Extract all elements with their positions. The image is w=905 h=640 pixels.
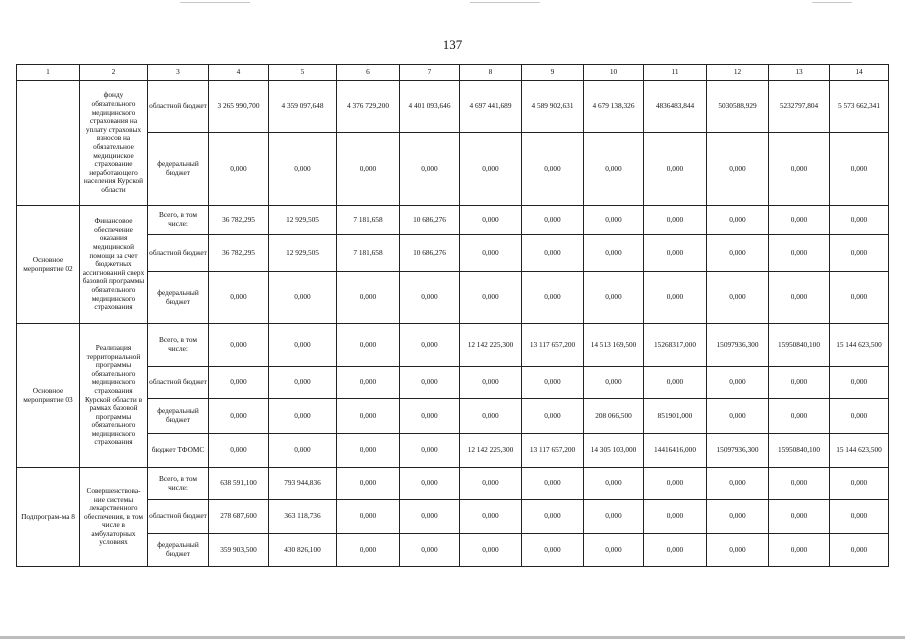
funding-source: Всего, в том числе: <box>148 324 209 367</box>
amount-cell: 0,000 <box>707 367 769 399</box>
amount-cell: 0,000 <box>769 534 830 567</box>
amount-cell: 0,000 <box>522 399 584 434</box>
amount-cell: 3 265 990,700 <box>209 81 269 133</box>
amount-cell: 0,000 <box>830 206 889 235</box>
amount-cell: 0,000 <box>769 272 830 324</box>
amount-cell: 0,000 <box>460 133 522 206</box>
amount-cell: 0,000 <box>460 206 522 235</box>
amount-cell: 0,000 <box>769 235 830 272</box>
amount-cell: 0,000 <box>830 133 889 206</box>
amount-cell: 0,000 <box>400 434 460 468</box>
amount-cell: 36 782,295 <box>209 235 269 272</box>
amount-cell: 4 589 902,631 <box>522 81 584 133</box>
amount-cell: 0,000 <box>269 272 337 324</box>
table-row <box>17 81 889 133</box>
measure-description: Совершенствова-ние системы лекарственного обеспечения, в том числе в амбулаторных условиях <box>80 468 148 567</box>
amount-cell: 0,000 <box>830 534 889 567</box>
amount-cell: 0,000 <box>460 468 522 500</box>
table-row <box>17 534 889 567</box>
header-row <box>17 65 889 81</box>
amount-cell: 0,000 <box>269 133 337 206</box>
amount-cell: 0,000 <box>644 534 707 567</box>
amount-cell: 0,000 <box>769 133 830 206</box>
amount-cell: 10 686,276 <box>400 235 460 272</box>
amount-cell: 5232797,804 <box>769 81 830 133</box>
column-number: 10 <box>584 65 644 81</box>
amount-cell: 7 181,658 <box>337 235 400 272</box>
amount-cell: 0,000 <box>584 534 644 567</box>
amount-cell: 851901,000 <box>644 399 707 434</box>
measure-description: Финансовое обеспечение оказания медицинской помощи за счет бюджетных ассигнований сверх базовой программы обязательного медицинского страхования <box>80 206 148 324</box>
amount-cell: 0,000 <box>400 367 460 399</box>
amount-cell: 0,000 <box>644 367 707 399</box>
column-number: 2 <box>80 65 148 81</box>
amount-cell: 0,000 <box>769 367 830 399</box>
column-number: 14 <box>830 65 889 81</box>
page-number: 137 <box>442 37 463 52</box>
table-body <box>17 65 889 567</box>
budget-table <box>16 64 889 567</box>
amount-cell: 15268317,000 <box>644 324 707 367</box>
amount-cell: 15097936,300 <box>707 434 769 468</box>
scan-artifacts <box>0 0 905 6</box>
funding-source: областной бюджет <box>148 81 209 133</box>
amount-cell: 0,000 <box>584 272 644 324</box>
amount-cell: 0,000 <box>707 133 769 206</box>
amount-cell: 0,000 <box>707 399 769 434</box>
amount-cell: 0,000 <box>522 534 584 567</box>
amount-cell: 0,000 <box>769 399 830 434</box>
amount-cell: 0,000 <box>400 500 460 534</box>
amount-cell: 0,000 <box>337 434 400 468</box>
amount-cell: 0,000 <box>830 235 889 272</box>
amount-cell: 15 144 623,500 <box>830 434 889 468</box>
amount-cell: 0,000 <box>707 534 769 567</box>
amount-cell: 0,000 <box>460 500 522 534</box>
amount-cell: 0,000 <box>830 468 889 500</box>
amount-cell: 7 181,658 <box>337 206 400 235</box>
amount-cell: 0,000 <box>460 272 522 324</box>
amount-cell: 12 142 225,300 <box>460 434 522 468</box>
amount-cell: 13 117 657,200 <box>522 434 584 468</box>
table-row <box>17 324 889 367</box>
amount-cell: 793 944,836 <box>269 468 337 500</box>
column-number: 13 <box>769 65 830 81</box>
table-row <box>17 468 889 500</box>
amount-cell: 4 401 093,646 <box>400 81 460 133</box>
amount-cell: 359 903,500 <box>209 534 269 567</box>
table-row <box>17 133 889 206</box>
table-row <box>17 272 889 324</box>
table-row <box>17 434 889 468</box>
amount-cell: 0,000 <box>337 534 400 567</box>
amount-cell: 4 679 138,326 <box>584 81 644 133</box>
column-number: 7 <box>400 65 460 81</box>
amount-cell: 0,000 <box>644 235 707 272</box>
amount-cell: 15950840,100 <box>769 434 830 468</box>
amount-cell: 14 305 103,000 <box>584 434 644 468</box>
amount-cell: 0,000 <box>522 235 584 272</box>
amount-cell: 0,000 <box>337 367 400 399</box>
amount-cell: 5 573 662,341 <box>830 81 889 133</box>
amount-cell: 36 782,295 <box>209 206 269 235</box>
amount-cell: 0,000 <box>400 324 460 367</box>
column-number: 12 <box>707 65 769 81</box>
amount-cell: 0,000 <box>269 324 337 367</box>
amount-cell: 0,000 <box>522 500 584 534</box>
amount-cell: 0,000 <box>460 399 522 434</box>
amount-cell: 0,000 <box>584 133 644 206</box>
amount-cell: 0,000 <box>707 468 769 500</box>
amount-cell: 0,000 <box>584 468 644 500</box>
amount-cell: 0,000 <box>830 399 889 434</box>
amount-cell: 0,000 <box>209 324 269 367</box>
amount-cell: 0,000 <box>460 534 522 567</box>
amount-cell: 0,000 <box>209 434 269 468</box>
amount-cell: 0,000 <box>269 367 337 399</box>
amount-cell: 5030588,929 <box>707 81 769 133</box>
amount-cell: 0,000 <box>830 272 889 324</box>
amount-cell: 0,000 <box>707 272 769 324</box>
amount-cell: 0,000 <box>337 324 400 367</box>
amount-cell: 0,000 <box>830 367 889 399</box>
amount-cell: 4 697 441,689 <box>460 81 522 133</box>
amount-cell: 12 142 225,300 <box>460 324 522 367</box>
amount-cell: 0,000 <box>269 399 337 434</box>
measure-name: Основное мероприятие 02 <box>17 206 80 324</box>
table-row <box>17 235 889 272</box>
funding-source: федеральный бюджет <box>148 272 209 324</box>
amount-cell: 0,000 <box>707 206 769 235</box>
amount-cell: 0,000 <box>400 272 460 324</box>
amount-cell: 0,000 <box>522 206 584 235</box>
amount-cell: 0,000 <box>644 133 707 206</box>
amount-cell: 0,000 <box>522 272 584 324</box>
column-number: 5 <box>269 65 337 81</box>
column-number: 3 <box>148 65 209 81</box>
amount-cell: 14416416,000 <box>644 434 707 468</box>
measure-description: Реализация территориальной программы обязательного медицинского страхования Курской области в рамках базовой программы обязательного медицинского страхования <box>80 324 148 468</box>
amount-cell: 0,000 <box>707 235 769 272</box>
amount-cell: 4 376 729,200 <box>337 81 400 133</box>
column-number: 6 <box>337 65 400 81</box>
amount-cell: 0,000 <box>769 500 830 534</box>
amount-cell: 363 118,736 <box>269 500 337 534</box>
amount-cell: 0,000 <box>460 235 522 272</box>
scan-edge <box>0 636 905 639</box>
amount-cell: 0,000 <box>522 133 584 206</box>
funding-source: областной бюджет <box>148 235 209 272</box>
amount-cell: 0,000 <box>209 399 269 434</box>
amount-cell: 10 686,276 <box>400 206 460 235</box>
amount-cell: 0,000 <box>584 206 644 235</box>
amount-cell: 0,000 <box>644 468 707 500</box>
table-row <box>17 367 889 399</box>
amount-cell: 0,000 <box>769 206 830 235</box>
measure-name: Подпрограм-ма 8 <box>17 468 80 567</box>
funding-source: Всего, в том числе: <box>148 206 209 235</box>
amount-cell: 0,000 <box>209 367 269 399</box>
amount-cell: 0,000 <box>400 534 460 567</box>
funding-source: Всего, в том числе: <box>148 468 209 500</box>
column-number: 9 <box>522 65 584 81</box>
amount-cell: 4836483,844 <box>644 81 707 133</box>
amount-cell: 0,000 <box>707 500 769 534</box>
amount-cell: 15 144 623,500 <box>830 324 889 367</box>
amount-cell: 15950840,100 <box>769 324 830 367</box>
amount-cell: 0,000 <box>337 272 400 324</box>
table-row <box>17 500 889 534</box>
funding-source: областной бюджет <box>148 500 209 534</box>
amount-cell: 0,000 <box>400 399 460 434</box>
amount-cell: 12 929,505 <box>269 235 337 272</box>
amount-cell: 0,000 <box>644 500 707 534</box>
column-number: 8 <box>460 65 522 81</box>
amount-cell: 0,000 <box>584 367 644 399</box>
amount-cell: 208 066,500 <box>584 399 644 434</box>
amount-cell: 15097936,300 <box>707 324 769 367</box>
amount-cell: 0,000 <box>337 399 400 434</box>
amount-cell: 0,000 <box>337 500 400 534</box>
amount-cell: 0,000 <box>460 367 522 399</box>
column-number: 1 <box>17 65 80 81</box>
measure-name: Основное мероприятие 03 <box>17 324 80 468</box>
amount-cell: 0,000 <box>209 272 269 324</box>
amount-cell: 0,000 <box>644 206 707 235</box>
funding-source: областной бюджет <box>148 367 209 399</box>
amount-cell: 0,000 <box>584 235 644 272</box>
amount-cell: 638 591,100 <box>209 468 269 500</box>
amount-cell: 0,000 <box>769 468 830 500</box>
amount-cell: 0,000 <box>269 434 337 468</box>
column-number: 11 <box>644 65 707 81</box>
funding-source: федеральный бюджет <box>148 133 209 206</box>
funding-source: бюджет ТФОМС <box>148 434 209 468</box>
amount-cell: 0,000 <box>584 500 644 534</box>
amount-cell: 0,000 <box>830 500 889 534</box>
amount-cell: 0,000 <box>209 133 269 206</box>
amount-cell: 14 513 169,500 <box>584 324 644 367</box>
amount-cell: 0,000 <box>337 468 400 500</box>
amount-cell: 0,000 <box>644 272 707 324</box>
table-row <box>17 399 889 434</box>
table-row <box>17 206 889 235</box>
amount-cell: 430 826,100 <box>269 534 337 567</box>
measure-description: фонду обязательного медицинского страхования на уплату страховых взносов на обязательное медицинское страхование неработающего населения Курской области <box>80 81 148 206</box>
funding-source: федеральный бюджет <box>148 399 209 434</box>
amount-cell: 278 687,600 <box>209 500 269 534</box>
amount-cell: 0,000 <box>400 133 460 206</box>
amount-cell: 12 929,505 <box>269 206 337 235</box>
amount-cell: 0,000 <box>337 133 400 206</box>
amount-cell: 0,000 <box>522 468 584 500</box>
measure-name <box>17 81 80 206</box>
column-number: 4 <box>209 65 269 81</box>
amount-cell: 0,000 <box>522 367 584 399</box>
amount-cell: 4 359 097,648 <box>269 81 337 133</box>
amount-cell: 0,000 <box>400 468 460 500</box>
amount-cell: 13 117 657,200 <box>522 324 584 367</box>
funding-source: федеральный бюджет <box>148 534 209 567</box>
